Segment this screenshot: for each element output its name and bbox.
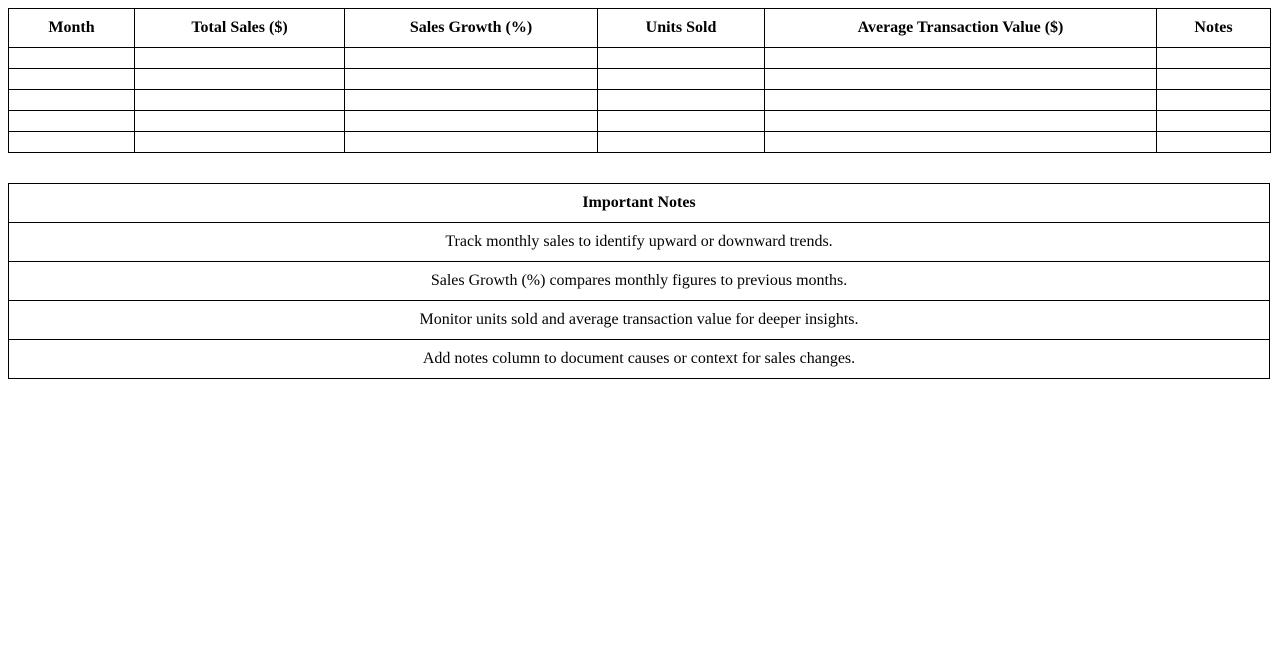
table-cell bbox=[135, 69, 345, 90]
column-header-total-sales: Total Sales ($) bbox=[135, 9, 345, 48]
table-cell bbox=[9, 48, 135, 69]
table-cell bbox=[345, 111, 598, 132]
table-cell bbox=[9, 69, 135, 90]
table-cell bbox=[135, 48, 345, 69]
important-notes-title: Important Notes bbox=[9, 184, 1270, 223]
table-cell bbox=[1157, 132, 1271, 153]
table-cell bbox=[345, 132, 598, 153]
table-cell bbox=[135, 132, 345, 153]
note-row bbox=[9, 340, 1270, 379]
column-header-average-transaction-value: Average Transaction Value ($) bbox=[765, 9, 1157, 48]
sales-table bbox=[8, 8, 1271, 153]
note-text: Sales Growth (%) compares monthly figures to previous months. bbox=[9, 262, 1270, 301]
table-cell bbox=[765, 90, 1157, 111]
note-text: Track monthly sales to identify upward or downward trends. bbox=[9, 223, 1270, 262]
column-header-sales-growth: Sales Growth (%) bbox=[345, 9, 598, 48]
table-row bbox=[9, 48, 1271, 69]
table-cell bbox=[765, 48, 1157, 69]
note-row bbox=[9, 223, 1270, 262]
table-cell bbox=[598, 111, 765, 132]
table-row bbox=[9, 90, 1271, 111]
note-row bbox=[9, 262, 1270, 301]
table-cell bbox=[1157, 48, 1271, 69]
note-text: Monitor units sold and average transaction value for deeper insights. bbox=[9, 301, 1270, 340]
table-cell bbox=[1157, 69, 1271, 90]
column-header-month: Month bbox=[9, 9, 135, 48]
table-cell bbox=[345, 69, 598, 90]
note-row bbox=[9, 301, 1270, 340]
table-row bbox=[9, 111, 1271, 132]
table-cell bbox=[598, 90, 765, 111]
table-cell bbox=[765, 69, 1157, 90]
notes-header-row bbox=[9, 184, 1270, 223]
document-body bbox=[8, 8, 1270, 379]
table-cell bbox=[598, 132, 765, 153]
table-cell bbox=[1157, 111, 1271, 132]
table-row bbox=[9, 69, 1271, 90]
table-cell bbox=[9, 90, 135, 111]
column-header-notes: Notes bbox=[1157, 9, 1271, 48]
table-cell bbox=[598, 48, 765, 69]
important-notes-table bbox=[8, 183, 1270, 379]
note-text: Add notes column to document causes or context for sales changes. bbox=[9, 340, 1270, 379]
table-cell bbox=[598, 69, 765, 90]
table-row bbox=[9, 132, 1271, 153]
table-cell bbox=[135, 90, 345, 111]
table-cell bbox=[765, 132, 1157, 153]
sales-table-header-row bbox=[9, 9, 1271, 48]
table-cell bbox=[765, 111, 1157, 132]
table-cell bbox=[9, 111, 135, 132]
table-cell bbox=[9, 132, 135, 153]
table-cell bbox=[345, 48, 598, 69]
column-header-units-sold: Units Sold bbox=[598, 9, 765, 48]
table-cell bbox=[1157, 90, 1271, 111]
table-cell bbox=[345, 90, 598, 111]
table-cell bbox=[135, 111, 345, 132]
